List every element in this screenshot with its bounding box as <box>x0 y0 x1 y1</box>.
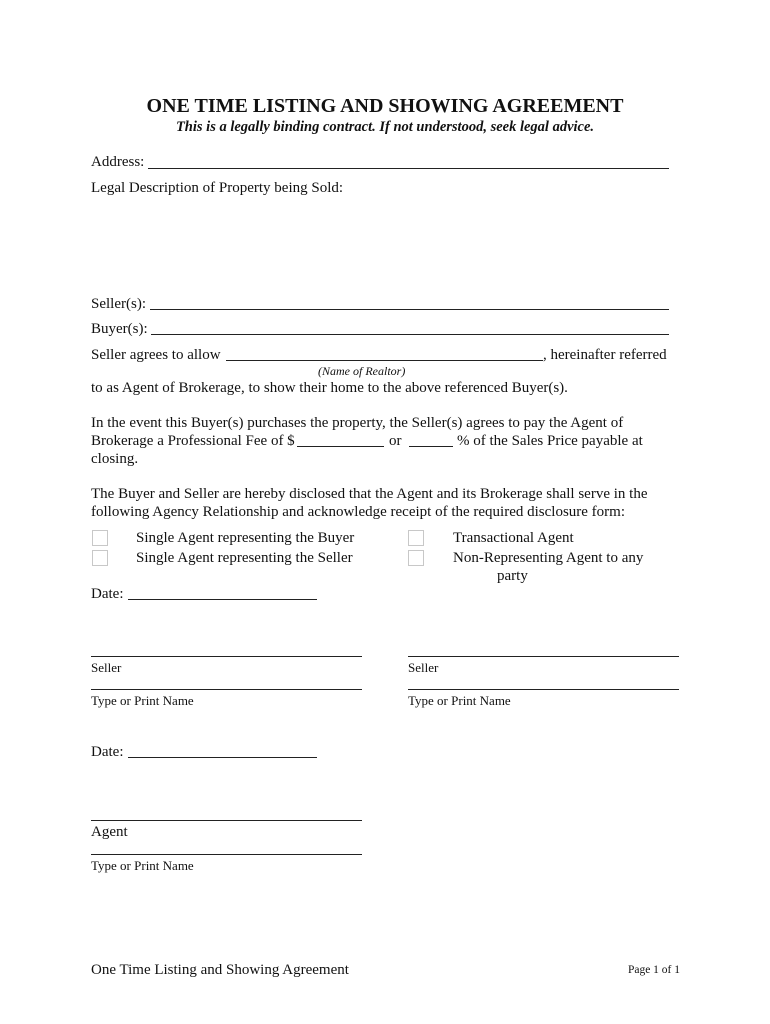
realtor-name-field[interactable] <box>226 360 543 361</box>
seller-2-print-name-label: Type or Print Name <box>408 693 511 708</box>
fee-line-2a: Brokerage a Professional Fee of $ <box>91 433 295 449</box>
agent-print-name-line[interactable] <box>91 854 362 855</box>
sellers-label: Seller(s): <box>91 296 146 312</box>
non-representing-agent-checkbox[interactable] <box>408 550 424 566</box>
seller-1-print-name-label: Type or Print Name <box>91 693 194 708</box>
seller-agent-checkbox[interactable] <box>92 550 108 566</box>
seller-1-signature-line[interactable] <box>91 656 362 657</box>
sellers-field[interactable] <box>150 309 669 310</box>
date-label: Date: <box>91 586 124 602</box>
buyers-label: Buyer(s): <box>91 321 148 337</box>
buyer-agent-checkbox[interactable] <box>92 530 108 546</box>
date-field-2[interactable] <box>128 757 317 758</box>
legal-description-area[interactable] <box>91 205 669 290</box>
disclosure-line-1: The Buyer and Seller are hereby disclosed that the Agent and its Brokerage shall serve in the <box>91 486 648 502</box>
address-label: Address: <box>91 154 145 170</box>
agent-print-name-label: Type or Print Name <box>91 858 194 873</box>
fee-line-2c: % of the Sales Price payable at <box>457 433 643 449</box>
realtor-caption: (Name of Realtor) <box>318 364 406 378</box>
transactional-agent-label: Transactional Agent <box>453 530 574 546</box>
footer-title: One Time Listing and Showing Agreement <box>91 962 349 978</box>
seller-2-signature-line[interactable] <box>408 656 679 657</box>
seller-2-label: Seller <box>408 660 439 675</box>
fee-line-2b: or <box>389 433 402 449</box>
agent-signature-line[interactable] <box>91 820 362 821</box>
footer-page-number: Page 1 of 1 <box>627 964 680 976</box>
agent-label: Agent <box>91 824 128 840</box>
buyer-agent-label: Single Agent representing the Buyer <box>136 530 355 546</box>
address-field[interactable] <box>148 168 669 169</box>
non-representing-agent-label: Non-Representing Agent to any <box>453 550 644 566</box>
fee-amount-field[interactable] <box>297 446 384 447</box>
disclosure-line-2: following Agency Relationship and acknowledge receipt of the required disclosure form: <box>91 504 626 520</box>
legal-description-label: Legal Description of Property being Sold: <box>91 180 344 196</box>
fee-line-3: closing. <box>91 451 139 467</box>
document-subtitle: This is a legally binding contract. If not understood, seek legal advice. <box>175 119 595 135</box>
seller-agent-label: Single Agent representing the Seller <box>136 550 353 566</box>
agree-line-2: to as Agent of Brokerage, to show their home to the above referenced Buyer(s). <box>91 380 568 396</box>
agree-suffix: , hereinafter referred <box>543 347 667 363</box>
non-representing-agent-label-cont: party <box>497 568 528 584</box>
seller-2-print-name-line[interactable] <box>408 689 679 690</box>
agree-prefix: Seller agrees to allow <box>91 347 221 363</box>
date-label-2: Date: <box>91 744 124 760</box>
seller-1-label: Seller <box>91 660 122 675</box>
transactional-agent-checkbox[interactable] <box>408 530 424 546</box>
fee-percent-field[interactable] <box>409 446 453 447</box>
fee-line-1: In the event this Buyer(s) purchases the property, the Seller(s) agrees to pay the Agent of <box>91 415 624 431</box>
buyers-field[interactable] <box>151 334 669 335</box>
seller-1-print-name-line[interactable] <box>91 689 362 690</box>
document-title: ONE TIME LISTING AND SHOWING AGREEMENT <box>146 95 624 117</box>
date-field[interactable] <box>128 599 317 600</box>
